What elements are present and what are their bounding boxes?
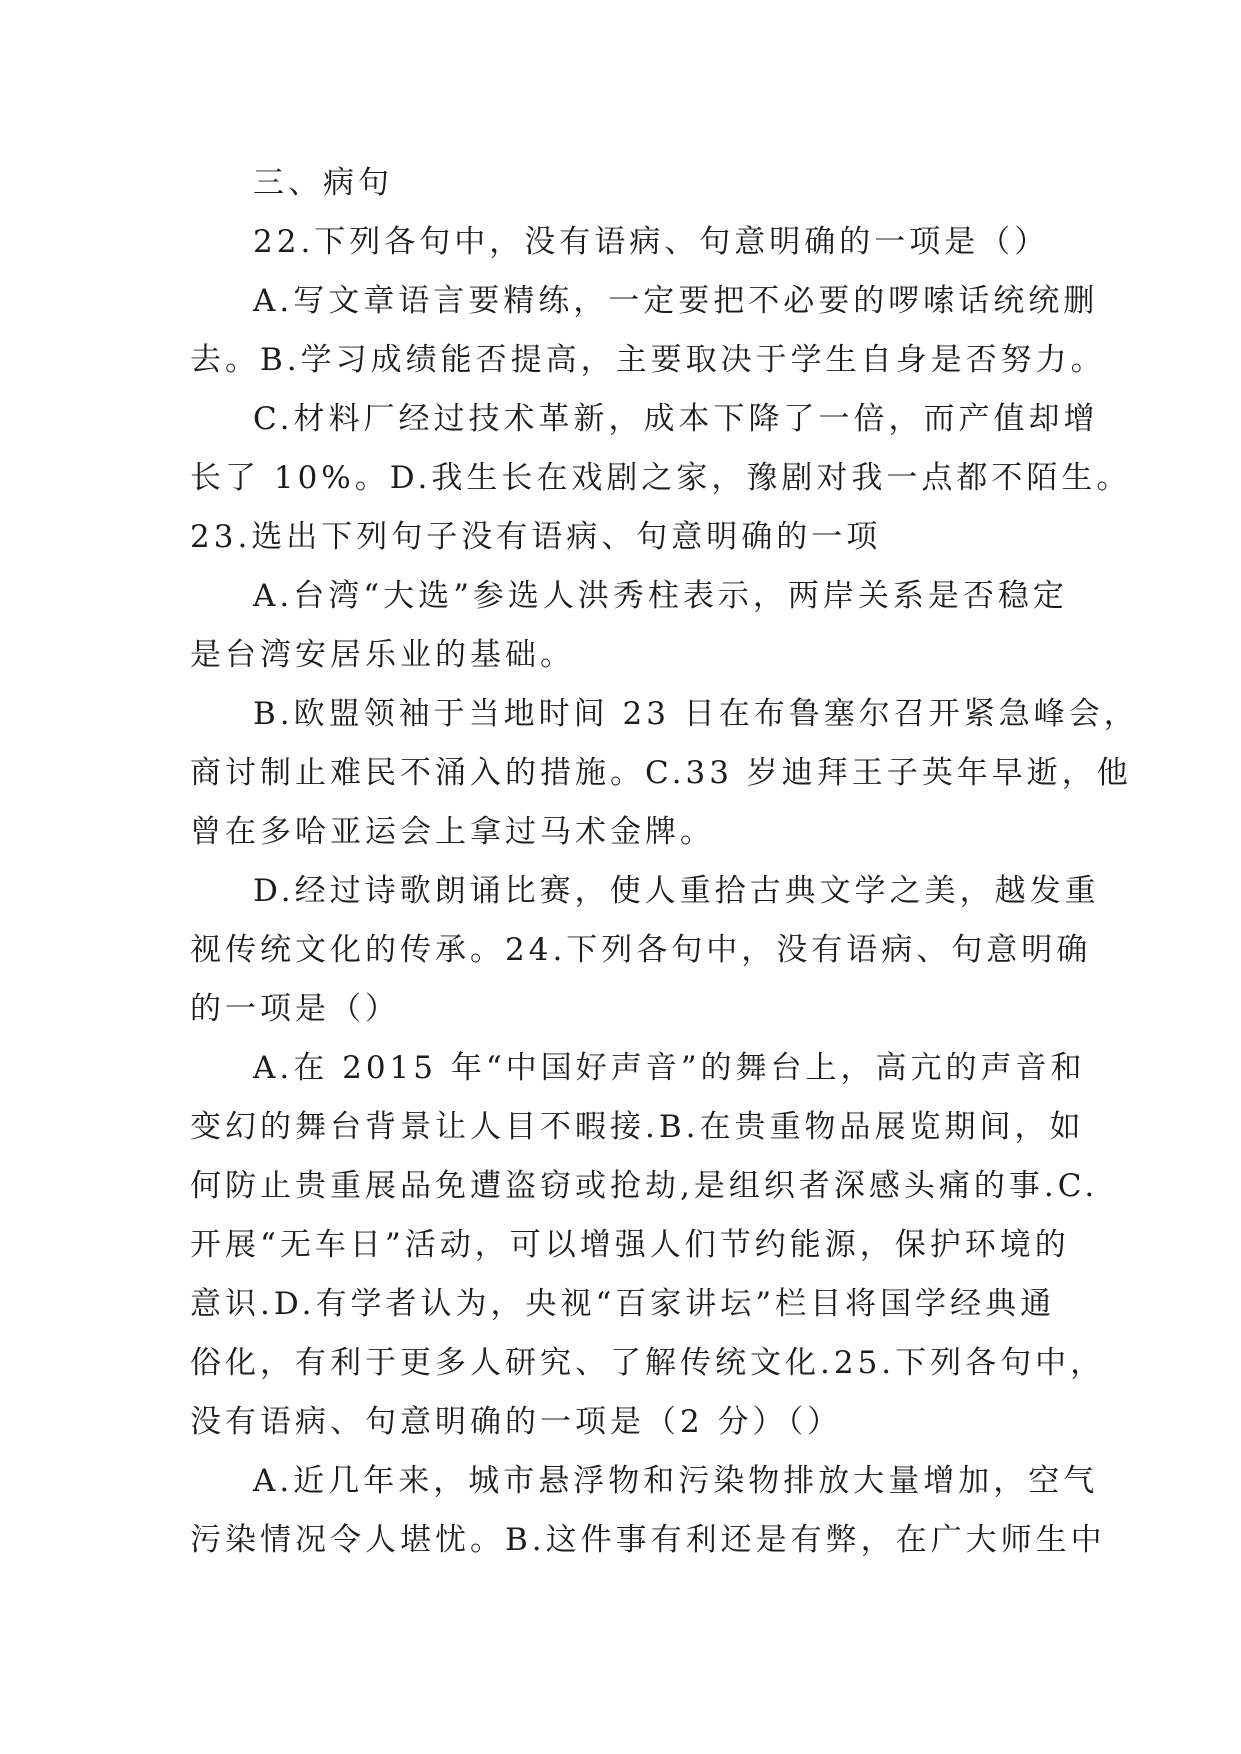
question-23-option-c: 商讨制止难民不涌入的措施。C.33 岁迪拜王子英年早逝，他: [190, 755, 1132, 791]
question-25-option-a: A.近几年来，城市悬浮物和污染物排放大量增加，空气: [253, 1463, 1099, 1499]
question-24-option-d: 意识.D.有学者认为，央视“百家讲坛”栏目将国学经典通: [190, 1286, 1056, 1322]
question-24-stem-cont: 的一项是（）: [190, 991, 400, 1027]
question-24-stem: 视传统文化的传承。24.下列各句中，没有语病、句意明确: [190, 932, 1092, 968]
section-heading: 三、病句: [253, 165, 393, 201]
question-24-option-b: 变幻的舞台背景让人目不暇接.B.在贵重物品展览期间，如: [190, 1109, 1085, 1145]
question-25-stem: 俗化，有利于更多人研究、了解传统文化.25.下列各句中，: [190, 1345, 1106, 1381]
question-22-option-c: C.材料厂经过技术革新，成本下降了一倍，而产值却增: [253, 401, 1099, 437]
question-24-option-c: 何防止贵重展品免遭盗窃或抢劫,是组织者深感头痛的事.C.: [190, 1168, 1099, 1204]
question-25-option-b: 污染情况令人堪忧。B.这件事有利还是有弊，在广大师生中: [190, 1522, 1106, 1558]
question-24-option-a: A.在 2015 年“中国好声音”的舞台上，高亢的声音和: [253, 1050, 1086, 1086]
question-23-option-a-cont: 是台湾安居乐业的基础。: [190, 637, 575, 673]
question-23-option-c-cont: 曾在多哈亚运会上拿过马术金牌。: [190, 814, 715, 850]
question-22-option-d: 长了 10%。D.我生长在戏剧之家，豫剧对我一点都不陌生。: [190, 460, 1132, 496]
question-25-stem-cont: 没有语病、句意明确的一项是（2 分）（）: [190, 1404, 843, 1440]
question-22-option-a: A.写文章语言要精练，一定要把不必要的啰嗦话统统删: [253, 283, 1099, 319]
question-22-option-b: 去。B.学习成绩能否提高，主要取决于学生自身是否努力。: [190, 342, 1106, 378]
question-22-stem: 22.下列各句中，没有语病、句意明确的一项是（）: [253, 224, 1050, 260]
question-23-option-d: D.经过诗歌朗诵比赛，使人重拾古典文学之美，越发重: [253, 873, 1100, 909]
question-23-option-b: B.欧盟领袖于当地时间 23 日在布鲁塞尔召开紧急峰会，: [253, 696, 1139, 732]
question-23-option-a: A.台湾“大选”参选人洪秀柱表示，两岸关系是否稳定: [253, 578, 1068, 614]
question-23-stem: 23.选出下列句子没有语病、句意明确的一项: [190, 519, 882, 555]
question-24-option-c-cont: 开展“无车日”活动，可以增强人们节约能源，保护环境的: [190, 1227, 1070, 1263]
